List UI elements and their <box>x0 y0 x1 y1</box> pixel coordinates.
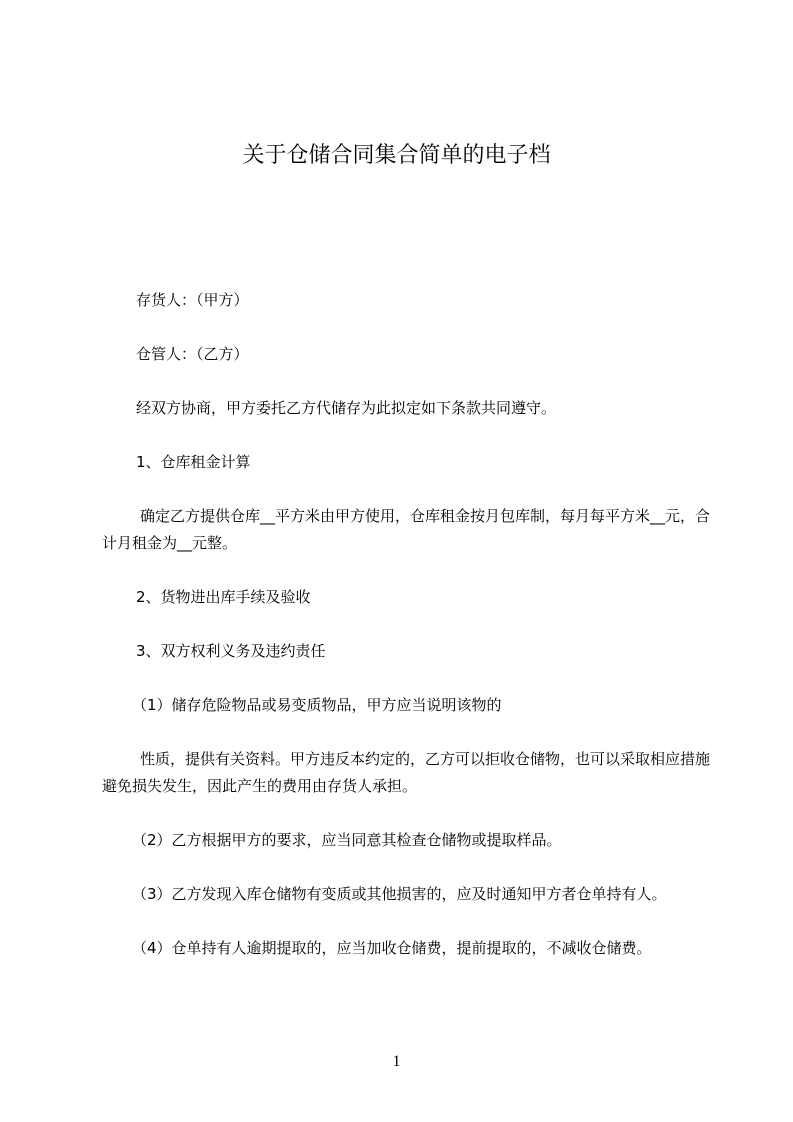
paragraph-section-3-heading: 3、双方权利义务及违约责任 <box>136 642 326 660</box>
paragraph-section-1-heading: 1、仓库租金计算 <box>136 453 251 471</box>
paragraph-section-2-heading: 2、货物进出库手续及验收 <box>136 588 311 606</box>
document-title: 关于仓储合同集合简单的电子档 <box>242 143 551 168</box>
paragraph-agreement-intro: 经双方协商，甲方委托乙方代储存为此拟定如下条款共同遵守。 <box>136 399 557 417</box>
paragraph-rent-terms: 确定乙方提供仓库__平方米由甲方使用，仓库租金按月包库制，每月每平方米__元，合计月租金为__元整。 <box>102 507 711 552</box>
page-number: 1 <box>392 1053 401 1070</box>
paragraph-clause-1: （1）储存危险物品或易变质物品，甲方应当说明该物的 <box>132 696 502 714</box>
paragraph-clause-2: （2）乙方根据甲方的要求，应当同意其检查仓储物或提取样品。 <box>132 831 562 849</box>
paragraph-depositor: 存货人：（甲方） <box>136 291 249 309</box>
paragraph-clause-1-continued: 性质，提供有关资料。甲方违反本约定的，乙方可以拒收仓储物，也可以采取相应措施避免损失发生，因此产生的费用由存货人承担。 <box>102 750 711 795</box>
paragraph-clause-3: （3）乙方发现入库仓储物有变质或其他损害的，应及时通知甲方者仓单持有人。 <box>132 885 667 903</box>
paragraph-warehouse-keeper: 仓管人：（乙方） <box>136 345 249 363</box>
paragraph-clause-4: （4）仓单持有人逾期提取的，应当加收仓储费，提前提取的，不减收仓储费。 <box>132 939 652 957</box>
